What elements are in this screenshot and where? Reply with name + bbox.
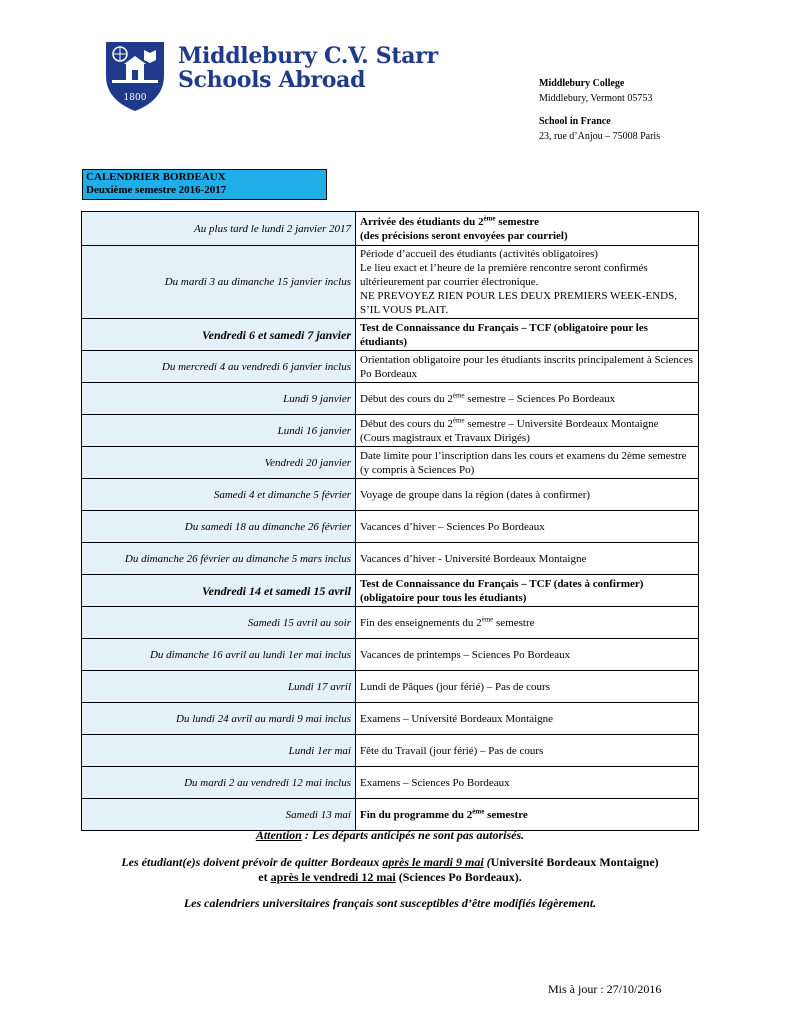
calendar-row-event — [356, 212, 699, 246]
school-address: 23, rue d’Anjou – 75008 Paris — [539, 131, 661, 142]
calendar-row-event — [356, 511, 699, 543]
calendar-row-date: Lundi 16 janvier — [82, 415, 356, 447]
calendar-row-event — [356, 351, 699, 383]
event-text-rest: semestre — [484, 808, 528, 821]
calendar-row-date: Vendredi 6 et samedi 7 janvier — [82, 319, 356, 351]
calendar-row-event — [356, 575, 699, 607]
event-superscript: ème — [452, 415, 465, 424]
calendar-row — [82, 543, 699, 575]
event-text: Fête du Travail (jour férié) – Pas de cours — [360, 744, 544, 757]
event-text-line3: NE PREVOYEZ RIEN POUR LES DEUX PREMIERS WEEK-ENDS, S’IL VOUS PLAIT. — [360, 290, 677, 316]
calendar-row-date: Du mercredi 4 au vendredi 6 janvier inclus — [82, 351, 356, 383]
calendar-row-date: Lundi 9 janvier — [82, 383, 356, 415]
calendar-table — [81, 211, 699, 831]
school-name: School in France — [539, 116, 611, 127]
departure-note — [81, 855, 699, 885]
departure-text-1: Les étudiant(e)s doivent prévoir de quitter Bordeaux — [121, 855, 383, 869]
calendar-row-event — [356, 415, 699, 447]
event-superscript: ème — [481, 614, 494, 623]
event-text-rest: semestre — [493, 616, 535, 629]
event-text: Fin des enseignements du 2 — [360, 616, 482, 629]
event-text: Examens – Université Bordeaux Montaigne — [360, 712, 554, 725]
calendar-row-event — [356, 671, 699, 703]
calendar-row — [82, 735, 699, 767]
event-text-line2: (Cours magistraux et Travaux Dirigés) — [360, 431, 530, 444]
event-text: Période d’accueil des étudiants (activités obligatoires) — [360, 248, 598, 260]
calendar-row — [82, 703, 699, 735]
calendar-row-event — [356, 383, 699, 415]
calendar-row-event — [356, 607, 699, 639]
calendar-row-date: Du dimanche 16 avril au lundi 1er mai inclus — [82, 639, 356, 671]
middlebury-shield-logo — [104, 40, 166, 112]
departure-text-3: et — [258, 870, 271, 884]
attention-label: Attention — [255, 828, 302, 842]
logo-line-2: Schools Abroad — [178, 67, 366, 93]
calendar-row-event — [356, 735, 699, 767]
college-name: Middlebury College — [539, 78, 625, 89]
event-superscript: ème — [452, 390, 465, 399]
svg-text:1800: 1800 — [123, 93, 147, 103]
calendar-row-date: Du samedi 18 au dimanche 26 février — [82, 511, 356, 543]
event-text-line2: Le lieu exact et l’heure de la première rencontre seront confirmés ultérieurement par courrier électronique. — [360, 262, 648, 288]
calendar-row — [82, 351, 699, 383]
event-superscript: ème — [483, 213, 496, 222]
calendar-row-date: Vendredi 14 et samedi 15 avril — [82, 575, 356, 607]
departure-date-2: après le vendredi 12 mai — [270, 870, 396, 884]
calendar-row-date: Au plus tard le lundi 2 janvier 2017 — [82, 212, 356, 246]
calendar-row — [82, 383, 699, 415]
calendar-row — [82, 319, 699, 351]
calendar-row — [82, 447, 699, 479]
calendar-row-date: Du lundi 24 avril au mardi 9 mai inclus — [82, 703, 356, 735]
calendar-row-date: Du mardi 3 au dimanche 15 janvier inclus — [82, 246, 356, 319]
calendar-row-event — [356, 703, 699, 735]
calendar-subtitle: Deuxième semestre 2016-2017 — [86, 184, 227, 196]
college-address-block — [539, 76, 652, 106]
calendar-change-note: Les calendriers universitaires français sont susceptibles d’être modifiés légèrement. — [183, 896, 597, 910]
attention-text: : Les départs anticipés ne sont pas autorisés. — [301, 828, 525, 842]
event-text: Date limite pour l’inscription dans les cours et examens du 2ème semestre (y compris à Sciences Po) — [360, 449, 687, 476]
attention-note — [81, 828, 699, 843]
calendar-row — [82, 415, 699, 447]
calendar-row — [82, 607, 699, 639]
logo-line-1: Middlebury C.V. Starr — [178, 43, 438, 69]
calendar-row-date: Du dimanche 26 février au dimanche 5 mars inclus — [82, 543, 356, 575]
calendar-title-box — [82, 169, 327, 200]
calendar-row — [82, 246, 699, 319]
calendar-row-event — [356, 767, 699, 799]
calendar-row — [82, 671, 699, 703]
event-text: Arrivée des étudiants du 2 — [360, 215, 484, 228]
calendar-row — [82, 479, 699, 511]
calendar-row — [82, 639, 699, 671]
event-text: Lundi de Pâques (jour férié) – Pas de cours — [360, 680, 551, 693]
departure-text-2: ( — [483, 855, 491, 869]
calendar-row — [82, 767, 699, 799]
calendar-row-date: Lundi 1er mai — [82, 735, 356, 767]
calendar-row-date: Vendredi 20 janvier — [82, 447, 356, 479]
calendar-row-date: Samedi 13 mai — [82, 799, 356, 831]
event-text-rest: semestre – Sciences Po Bordeaux — [464, 392, 616, 405]
calendar-row-event — [356, 479, 699, 511]
event-text-rest: semestre — [495, 215, 539, 228]
calendar-row-event — [356, 543, 699, 575]
calendar-row — [82, 799, 699, 831]
departure-institution-1: Université Bordeaux Montaigne) — [490, 855, 659, 869]
event-text: Fin du programme du 2 — [360, 808, 473, 821]
calendar-title: CALENDRIER BORDEAUX — [86, 171, 226, 183]
calendar-row-date: Du mardi 2 au vendredi 12 mai inclus — [82, 767, 356, 799]
calendar-row-event — [356, 447, 699, 479]
event-text: Vacances d’hiver – Sciences Po Bordeaux — [360, 520, 545, 533]
calendar-row-event — [356, 639, 699, 671]
event-text: Test de Connaissance du Français – TCF (dates à confirmer) (obligatoire pour tous les étudiants) — [360, 577, 644, 604]
event-text: Test de Connaissance du Français – TCF (obligatoire pour les étudiants) — [360, 321, 648, 348]
calendar-row — [82, 575, 699, 607]
calendar-row — [82, 511, 699, 543]
calendar-row-event — [356, 246, 699, 319]
event-text: Voyage de groupe dans la région (dates à confirmer) — [360, 488, 591, 501]
event-text: Vacances d’hiver - Université Bordeaux Montaigne — [360, 552, 587, 565]
school-address-block — [539, 114, 660, 144]
logo-wordmark — [178, 44, 438, 92]
event-text: Examens – Sciences Po Bordeaux — [360, 776, 510, 789]
event-superscript: ème — [472, 806, 485, 815]
event-text-rest: semestre – Université Bordeaux Montaigne — [464, 417, 659, 430]
calendar-row-date: Samedi 4 et dimanche 5 février — [82, 479, 356, 511]
event-text: Orientation obligatoire pour les étudiants inscrits principalement à Sciences Po Bordeaux — [360, 353, 693, 380]
calendar-row — [82, 212, 699, 246]
departure-date-1: après le mardi 9 mai — [382, 855, 484, 869]
event-text: Vacances de printemps – Sciences Po Bordeaux — [360, 648, 571, 661]
update-date: Mis à jour : 27/10/2016 — [548, 982, 662, 996]
calendar-row-date: Lundi 17 avril — [82, 671, 356, 703]
college-address: Middlebury, Vermont 05753 — [539, 93, 653, 104]
event-text: Début des cours du 2 — [360, 392, 453, 405]
calendar-row-event — [356, 799, 699, 831]
event-text-line2: (des précisions seront envoyées par courriel) — [360, 229, 568, 242]
departure-institution-2: (Sciences Po Bordeaux). — [395, 870, 522, 884]
event-text: Début des cours du 2 — [360, 417, 453, 430]
calendar-row-event — [356, 319, 699, 351]
calendar-row-date: Samedi 15 avril au soir — [82, 607, 356, 639]
